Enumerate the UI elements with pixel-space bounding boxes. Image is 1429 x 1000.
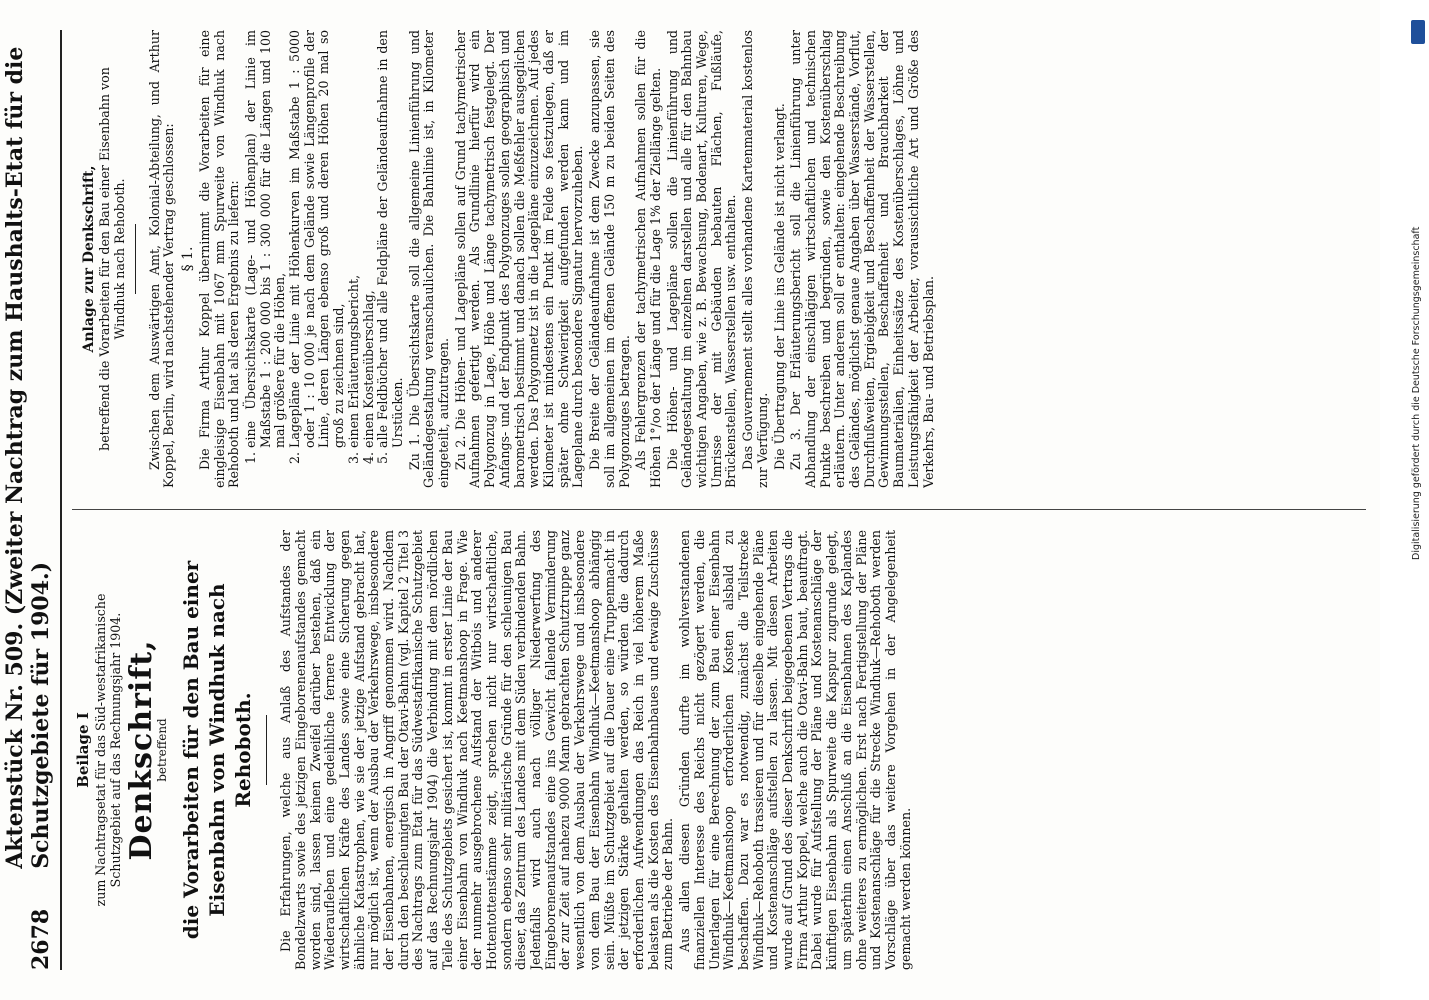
list-item: 5. alle Feldbücher und alle Feldpläne der Geländeaufnahme in den Urstücken.: [376, 30, 405, 448]
credit-text: Digitalisierung gefördert durch die Deutsche Forschungsgemeinschaft: [1411, 226, 1422, 560]
section-text: Die Firma Arthur Koppel übernimmt die Vorarbeiten für eine eingleisige Eisenbahn mit 1067 mm Spurweite von Windhuk nach Rehoboth und hat als deren Ergebnis zu liefern:: [196, 30, 242, 488]
left-column: [72, 530, 1366, 970]
beilage-title: Beilage I: [74, 712, 92, 788]
contract-intro: Zwischen dem Auswärtigen Amt, Kolonial-Abteilung, und Arthur Koppel, Berlin, wird nachstehender Vertrag geschlossen:: [146, 30, 177, 488]
list-item: 4. einen Kostenüberschlag,: [362, 30, 377, 448]
anlage-title: Anlage zur Denkschrift,: [81, 165, 97, 353]
deliverables-list: [244, 30, 406, 488]
page-number: 2678: [28, 908, 54, 970]
dfg-logo-icon: [1411, 20, 1425, 44]
body-paragraph: Die Höhen- und Lagepläne sollen die Linienführung und Geländegestaltung im einzelnen darstellen und alle für den Bahnbau wichtigen Angaben, wie z. B. Bewachsung, Bodenart, Kulturen, Wege, Umrisse der mit Gebäuden bebauten Flächen, Fußläufe, Brückenstellen, Wasserstellen usw. enthalten.: [664, 30, 739, 488]
body-paragraph: Zu 2. Die Höhen- und Lagepläne sollen auf Grund tachymetrischer Aufnahmen gefertigt werden. Als Grundlinie hierfür wird ein Polygonzug in Lage, Höhe und Länge tachymetrisch festgelegt. Der Anfangs- und der Endpunkt des Polygonzuges sollen geographisch und barometrisch bestimmt und danach sollen die Meßfehler ausgeglichen werden. Das Polygonnetz ist in die Lagepläne einzuzeichnen. Auf jedes Kilometer ist mindestens ein Punkt im Felde so festzulegen, daß er später ohne Schwierigkeit aufgefunden werden kann und im Lageplane durch besondere Signatur hervorzuheben.: [452, 30, 586, 488]
separator-rule: [135, 224, 136, 294]
body-paragraph: Aus allen diesen Gründen durfte im wohlverstandenen finanziellen Interesse des Reichs nicht gezögert werden, die Unterlagen für eine Berechnung der zum Bau einer Eisenbahn Windhuk—Keetmanshoop erforderlichen Kosten alsbald zu beschaffen. Dazu war es notwendig, zunächst die Teilstrecke Windhuk—Rehoboth trassieren und für dieselbe eingehende Pläne und Kostenanschläge aufstellen zu lassen. Mit diesen Arbeiten wurde auf Grund des dieser Denkschrift beigegebenen Vertrags die Firma Arthur Koppel, welche auch die Otavi-Bahn baut, beauftragt. Dabei wurde für Aufstellung der Pläne und Kostenanschläge der künftigen Eisenbahn als Spurweite die Kapspur zugrunde gelegt, um späterhin einen Anschluß an die Eisenbahnen des Kaplandes ohne weiteres zu ermöglichen. Erst nach Fertigstellung der Pläne und Kostenanschläge für die Strecke Windhuk—Rehoboth werden Vorschläge über das weitere Vorgehen in der Angelegenheit gemacht werden können.: [677, 530, 913, 970]
running-title: Aktenstück Nr. 509. (Zweiter Nachtrag zum Haushalts-Etat für die Schutzgebiete für 1904.): [2, 46, 54, 869]
running-header: [2, 30, 62, 970]
document-subject: die Vorarbeiten für den Bau einer Eisenbahn von Windhuk nach Rehoboth.: [179, 560, 256, 940]
list-item: 3. einen Erläuterungsbericht,: [347, 30, 362, 448]
column-divider: [72, 509, 1366, 510]
beilage-subtitle: zum Nachtragsetat für das Süd-westafrikanische Schutzgebiet auf das Rechnungsjahr 1904.: [92, 593, 123, 907]
document-title: Denkschrift,: [123, 639, 159, 861]
list-item: 1. eine Übersichtskarte (Lage- und Höhenplan) der Linie im Maßstabe 1 : 200 000 bis 1 : 300 000 für die Längen und 100 mal größere für die Höhen,: [244, 30, 288, 448]
digitization-credit: [1409, 20, 1427, 580]
list-item: 2. Lagepläne der Linie mit Höhenkurven im Maßstabe 1 : 5000 oder 1 : 10 000 je nach dem Gelände sowie Längenprofile der Linie, deren Längen ebenso groß und deren Höhen 20 mal so groß zu zeichnen sind,: [288, 30, 347, 448]
right-column: [72, 30, 1366, 488]
section-heading: § 1.: [180, 246, 197, 272]
body-paragraph: Die Breite der Geländeaufnahme ist dem Zwecke anzupassen, sie soll im allgemeinen im offenen Gelände 150 m zu beiden Seiten des Polygonzuges betragen.: [587, 30, 632, 488]
anlage-subtitle: betreffend die Vorarbeiten für den Bau einer Eisenbahn von Windhuk nach Rehoboth.: [96, 67, 127, 451]
separator-rule: [266, 715, 267, 785]
body-paragraph: Die Erfahrungen, welche aus Anlaß des Aufstandes der Bondelzwarts sowie des jetzigen Eingeborenenaufstandes gemacht worden sind, lassen keinen Zweifel darüber bestehen, daß ein Wiederaufleben und eine gedeihliche fernere Entwicklung der wirtschaftlichen Kräfte des Landes sowie eine Sicherung gegen ähnliche Katastrophen, wie sie der jetzige Aufstand gebracht hat, nur möglich ist, wenn der Ausbau der Verkehrswege, insbesondere der Eisenbahnen, energisch in Angriff genommen wird. Nachdem durch den beschleunigten Bau der Otavi-Bahn (vgl. Kapitel 2 Titel 3 des Nachtrags zum Etat für das Südwestafrikanische Schutzgebiet auf das Rechnungsjahr 1904) die Verbindung mit dem nördlichen Teile des Schutzgebiets gesichert ist, kommt in erster Linie der Bau einer Eisenbahn von Windhuk nach Keetmanshoop in Frage. Wie der nunmehr ausgebrochene Aufstand der Witbois und anderer Hottentottenstämme zeigt, sprechen nicht nur wirtschaftliche, sondern ebenso sehr militärische Gründe für den schleunigen Bau dieser, das Zentrum des Landes mit dem Süden verbindenden Bahn. Jedenfalls wird auch nach völliger Niederwerfung des Eingeborenenaufstandes eine ins Gewicht fallende Verminderung der zur Zeit auf nahezu 9000 Mann gebrachten Schutztruppe ganz wesentlich von dem Ausbau der Verkehrswege und insbesondere von dem Bau der Eisenbahn Windhuk—Keetmanshoop abhängig sein. Müßte im Schutzgebiet auf die Dauer eine Truppenmacht in der jetzigen Stärke gehalten werden, so würden die dadurch erforderlichen Aufwendungen das Reich in viel höherem Maße belasten als die Kosten des Eisenbahnbaues und etwaige Zuschüsse zum Betriebe der Bahn.: [278, 530, 676, 970]
body-paragraph: Als Fehlergrenzen der tachymetrischen Aufnahmen sollen für die Höhen 1°/oo der Länge und für die Lage 1% der Ziellänge gelten.: [633, 30, 663, 488]
body-paragraph: Das Gouvernement stellt alles vorhandene Kartenmaterial kostenlos zur Verfügung.: [740, 30, 770, 488]
body-paragraph: Zu 3. Der Erläuterungsbericht soll die Linienführung unter Abhandlung der einschlägigen wirtschaftlichen und technischen Punkte beschreiben und begründen, sowie den Kostenüberschlag erläutern. Unter anderem soll er enthalten: eingehende Beschreibung des Geländes, möglichst genaue Angaben über Wasserstände, Vorflut, Durchflußweiten, Ergiebigkeit und Beschaffenheit der Wasserstellen, Gewinnungsstellen, Beschaffenheit und Brauchbarkeit der Baumaterialien, Einheitssätze des Kostenüberschlages, Löhne und Leistungsfähigkeit der Arbeiter, voraussichtliche Art und Größe des Verkehrs, Bau- und Betriebsplan.: [788, 30, 936, 488]
body-paragraph: Die Übertragung der Linie ins Gelände ist nicht verlangt.: [771, 103, 787, 470]
betreffend-label: betreffend: [155, 718, 170, 782]
body-paragraph: Zu 1. Die Übersichtskarte soll die allgemeine Linienführung und Geländegestaltung veranschaulichen. Die Bahnlinie ist, in Kilometer eingeteilt, aufzutragen.: [406, 30, 452, 488]
